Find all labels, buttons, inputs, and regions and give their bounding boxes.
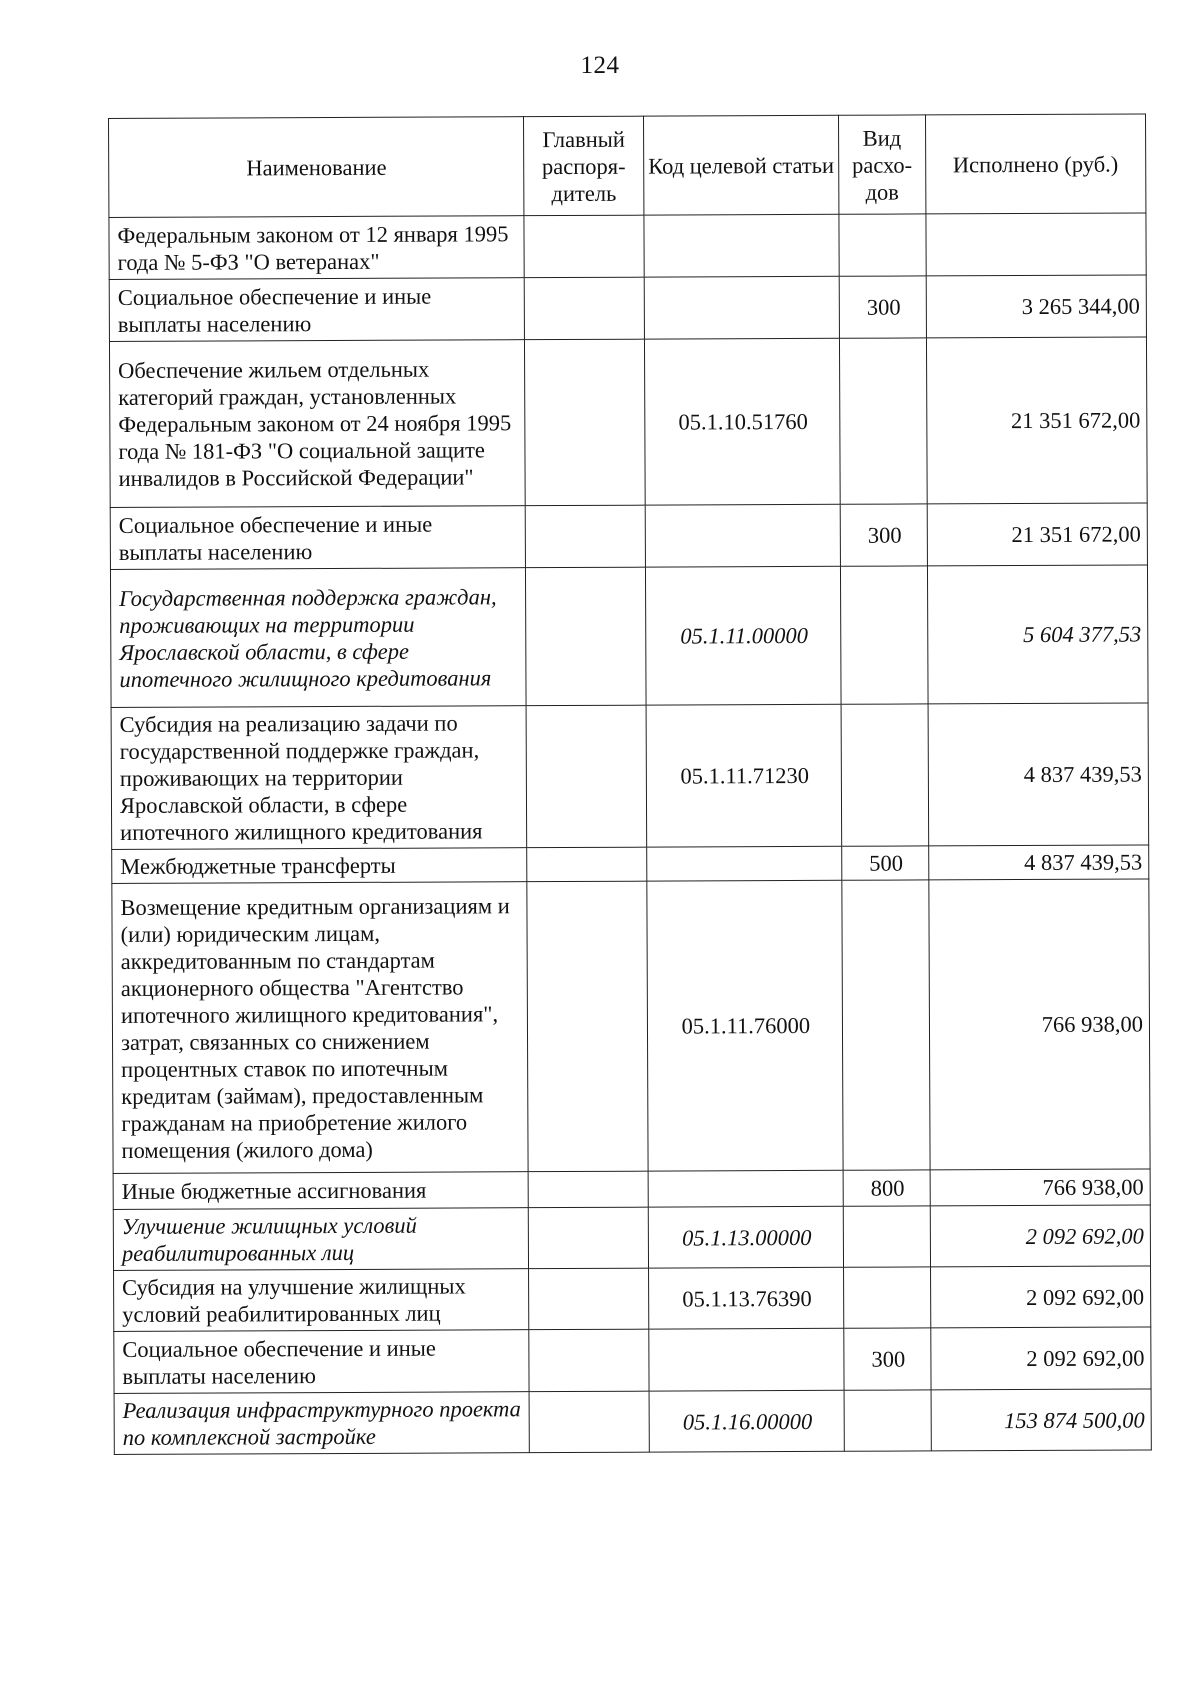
row-main-manager-cell — [527, 847, 646, 882]
table-row — [109, 275, 1146, 342]
row-main-manager-cell — [527, 705, 647, 848]
row-expense-type-cell: 300 — [840, 504, 927, 566]
row-executed-amount-cell: 5 604 377,53 — [927, 565, 1148, 704]
row-executed-amount-cell: 2 092 692,00 — [931, 1327, 1152, 1390]
row-name-cell: Государственная поддержка граждан, проживающих на территории Ярославской области, в сфере ипотечного жилищного кредитования — [110, 568, 526, 708]
row-executed-amount-cell — [926, 213, 1147, 276]
row-expense-type-cell: 500 — [842, 846, 929, 880]
header-name: Наименование — [109, 117, 525, 218]
row-main-manager-cell — [524, 215, 644, 278]
table-row — [112, 879, 1150, 1174]
row-expense-type-cell — [844, 1390, 931, 1451]
row-executed-amount-cell: 153 874 500,00 — [931, 1389, 1151, 1451]
row-name-cell: Федеральным законом от 12 января 1995 года № 5-ФЗ "О ветеранах" — [109, 216, 525, 280]
row-expense-type-cell: 800 — [843, 1170, 930, 1206]
header-executed: Исполнено (руб.) — [925, 114, 1146, 214]
table-row — [114, 1266, 1151, 1332]
row-expense-type-cell: 300 — [844, 1328, 931, 1390]
row-name-cell: Возмещение кредитным организациям и (или) юридическим лицам, аккредитованным по стандартам акционерного общества "Агентство ипотечного жилищного кредитования", затрат, связанных со снижением процентных ставок по ипотечным кредитам (займам), предоставленным гражданам на приобретение жилого помещения (жилого дома) — [112, 882, 529, 1174]
row-expense-type-cell — [840, 566, 927, 704]
header-target-code: Код целевой статьи — [643, 115, 839, 215]
row-name-cell: Обеспечение жильем отдельных категорий граждан, установленных Федеральным законом от 24 ноября 1995 года № 181-ФЗ "О социальной защите инвалидов в Российской Федерации" — [109, 340, 525, 508]
table-row — [112, 845, 1149, 884]
row-target-code-cell: 05.1.10.51760 — [644, 338, 840, 505]
row-executed-amount-cell: 766 938,00 — [929, 879, 1150, 1170]
row-executed-amount-cell: 21 351 672,00 — [926, 337, 1147, 504]
row-target-code-cell: 05.1.13.00000 — [648, 1206, 844, 1268]
row-name-cell: Реализация инфраструктурного проекта по комплексной застройке — [114, 1392, 530, 1455]
row-main-manager-cell — [525, 277, 645, 340]
table-row — [109, 213, 1146, 280]
header-main-manager: Главный распоря-дитель — [524, 116, 644, 216]
table-row — [113, 1169, 1150, 1210]
row-main-manager-cell — [526, 505, 646, 568]
row-main-manager-cell — [529, 1207, 649, 1269]
table-row — [109, 337, 1147, 508]
row-expense-type-cell — [844, 1267, 931, 1328]
row-name-cell: Социальное обеспечение и иные выплаты населению — [114, 1330, 530, 1394]
row-target-code-cell: 05.1.11.00000 — [645, 566, 841, 705]
row-expense-type-cell — [842, 880, 930, 1170]
row-expense-type-cell — [841, 704, 928, 846]
row-target-code-cell: 05.1.11.71230 — [646, 704, 842, 847]
row-executed-amount-cell: 2 092 692,00 — [930, 1205, 1150, 1267]
row-name-cell: Субсидия на улучшение жилищных условий реабилитированных лиц — [114, 1269, 530, 1332]
row-main-manager-cell — [526, 567, 646, 706]
row-name-cell: Субсидия на реализацию задачи по государственной поддержке граждан, проживающих на территории Ярославской области, в сфере ипотечного жилищного кредитования — [111, 706, 527, 850]
row-expense-type-cell: 300 — [839, 276, 926, 338]
row-executed-amount-cell: 4 837 439,53 — [928, 703, 1149, 846]
row-main-manager-cell — [525, 339, 645, 506]
row-target-code-cell — [648, 1170, 843, 1207]
table-row — [114, 1327, 1151, 1394]
row-expense-type-cell — [843, 1206, 930, 1267]
row-target-code-cell — [644, 276, 840, 339]
table-row — [114, 1389, 1151, 1455]
row-target-code-cell — [646, 846, 841, 881]
row-executed-amount-cell: 3 265 344,00 — [926, 275, 1147, 338]
table-body — [109, 213, 1151, 1455]
row-target-code-cell: 05.1.11.76000 — [647, 880, 844, 1171]
table-container — [108, 113, 1152, 1455]
header-expense-type: Вид расхо-дов — [838, 115, 925, 214]
row-target-code-cell: 05.1.16.00000 — [649, 1390, 845, 1452]
page-number: 124 — [580, 52, 620, 79]
row-name-cell: Иные бюджетные ассигнования — [113, 1172, 529, 1210]
row-executed-amount-cell: 4 837 439,53 — [928, 845, 1148, 880]
row-main-manager-cell — [529, 1391, 649, 1453]
row-target-code-cell — [645, 504, 841, 567]
budget-table — [108, 113, 1152, 1455]
row-name-cell: Социальное обеспечение и иные выплаты населению — [110, 506, 526, 570]
row-name-cell: Улучшение жилищных условий реабилитированных лиц — [113, 1208, 529, 1271]
row-name-cell: Социальное обеспечение и иные выплаты населению — [109, 278, 525, 342]
row-executed-amount-cell: 2 092 692,00 — [930, 1266, 1150, 1328]
row-main-manager-cell — [529, 1171, 648, 1208]
header-row — [109, 114, 1146, 218]
row-target-code-cell: 05.1.13.76390 — [648, 1267, 844, 1329]
row-expense-type-cell — [839, 214, 926, 276]
table-row — [111, 703, 1149, 850]
table-row — [113, 1205, 1150, 1271]
row-target-code-cell — [644, 214, 840, 277]
row-executed-amount-cell: 766 938,00 — [930, 1169, 1150, 1206]
row-name-cell: Межбюджетные трансферты — [112, 848, 528, 884]
row-main-manager-cell — [529, 1329, 649, 1392]
row-executed-amount-cell: 21 351 672,00 — [927, 503, 1148, 566]
table-row — [110, 565, 1148, 708]
row-main-manager-cell — [527, 881, 648, 1172]
row-main-manager-cell — [529, 1268, 649, 1330]
row-expense-type-cell — [839, 338, 926, 504]
row-target-code-cell — [649, 1328, 845, 1391]
table-row — [110, 503, 1147, 570]
